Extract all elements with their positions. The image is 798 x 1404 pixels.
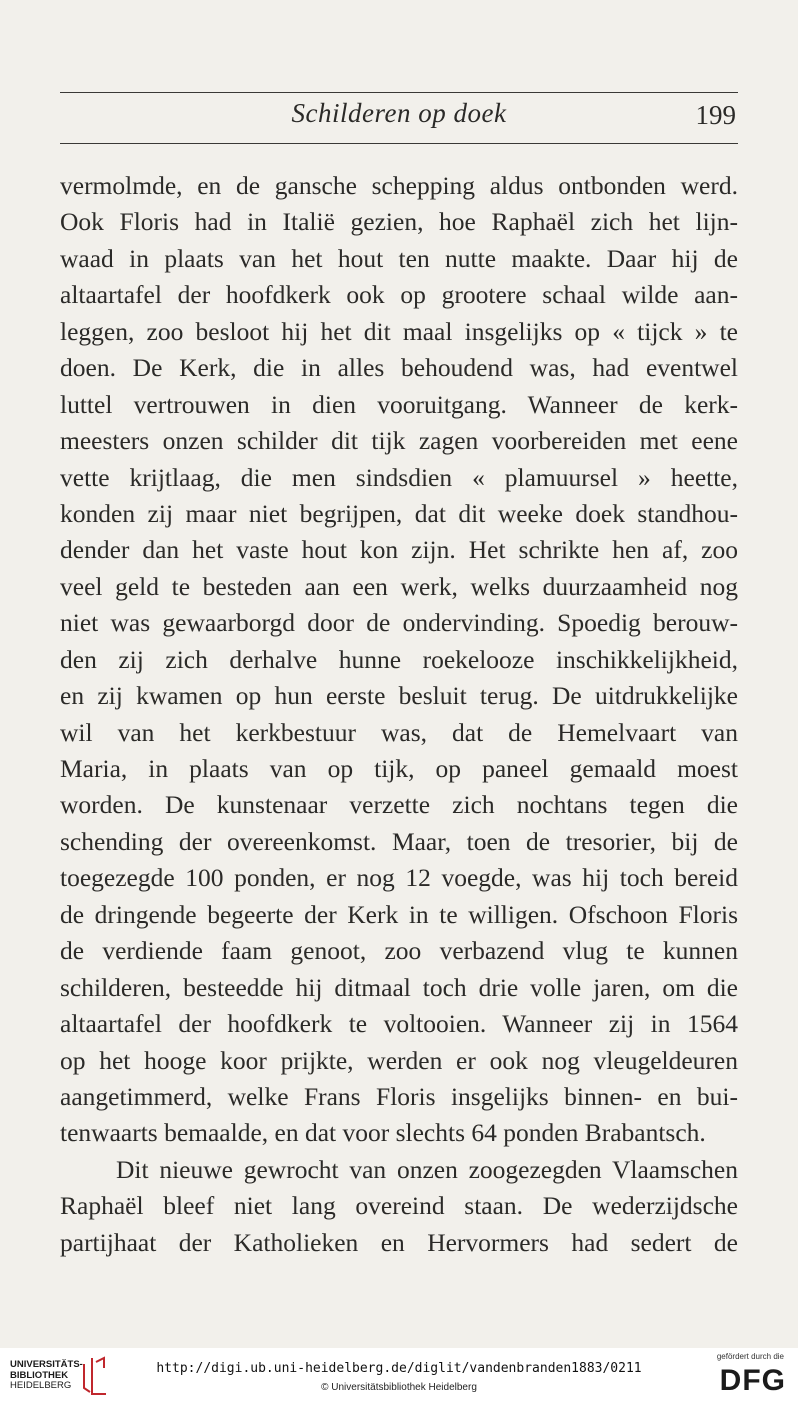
text-line: konden zij maar niet begrijpen, dat dit weeke doek standhou- <box>60 498 738 528</box>
funding-note: gefördert durch die <box>716 1352 784 1361</box>
text-line: wil van het kerkbestuur was, dat de Hemelvaart van <box>60 717 738 747</box>
text-line: altaartafel der hoofdkerk ook op grootere schaal wilde aan- <box>60 280 738 310</box>
header-top-rule <box>60 92 738 93</box>
text-line: altaartafel der hoofdkerk te voltooien. Wanneer zij in 1564 <box>60 1009 738 1039</box>
permalink-url[interactable]: http://digi.ub.uni-heidelberg.de/diglit/vandenbranden1883/0211 <box>156 1361 642 1376</box>
text-line: de verdiende faam genoot, zoo verbazend vlug te kunnen <box>60 936 738 966</box>
text-line: Raphaël bleef niet lang overeind staan. De wederzijdsche <box>60 1191 738 1221</box>
body-text <box>60 168 738 1261</box>
text-line: en zij kwamen op hun eerste besluit terug. De uitdrukkelijke <box>60 681 738 711</box>
text-line: waad in plaats van het hout ten nutte maakte. Daar hij de <box>60 243 738 273</box>
page-number: 199 <box>695 100 736 130</box>
text-line: Maria, in plaats van op tijk, op paneel gemaald moest <box>60 754 738 783</box>
text-line: doen. De Kerk, die in alles behoudend was, had eventwel <box>60 353 738 383</box>
text-line: den zij zich derhalve hunne roekelooze inschikkelijkheid, <box>60 644 738 674</box>
running-head <box>60 94 738 140</box>
text-line: schilderen, besteedde hij ditmaal toch drie volle jaren, om die <box>60 972 738 1002</box>
library-line-1: UNIVERSITÄTS- <box>10 1359 83 1370</box>
text-line: meesters onzen schilder dit tijk zagen voorbereiden met eene <box>60 426 738 456</box>
text-line: veel geld te besteden aan een werk, welks duurzaamheid nog <box>60 571 738 601</box>
text-line: niet was gewaarborgd door de ondervinding. Spoedig berouw- <box>60 608 738 638</box>
header-bottom-rule <box>60 143 738 144</box>
copyright-notice: © Universitätsbibliothek Heidelberg <box>321 1382 477 1393</box>
digitization-footer <box>0 1348 798 1404</box>
dfg-logo: DFG <box>719 1364 786 1397</box>
text-line: leggen, zoo besloot hij het dit maal insgelijks op « tijck » te <box>60 316 738 346</box>
text-line: partijhaat der Katholieken en Hervormers had sedert de <box>60 1227 738 1257</box>
text-line: aangetimmerd, welke Frans Floris insgelijks binnen- en bui- <box>60 1081 738 1111</box>
running-title: Schilderen op doek <box>291 98 507 128</box>
text-line: de dringende begeerte der Kerk in te willigen. Ofschoon Floris <box>60 899 738 929</box>
text-line: dender dan het vaste hout kon zijn. Het schrikte hen af, zoo <box>60 535 738 565</box>
text-line: toegezegde 100 ponden, er nog 12 voegde, was hij toch bereid <box>60 863 738 893</box>
text-line: vermolmde, en de gansche schepping aldus ontbonden werd. <box>60 171 738 200</box>
library-line-3: HEIDELBERG <box>10 1380 72 1391</box>
text-line: Ook Floris had in Italië gezien, hoe Raphaël zich het lijn- <box>60 207 738 237</box>
library-line-2: BIBLIOTHEK <box>10 1369 69 1381</box>
text-line: worden. De kunstenaar verzette zich nochtans tegen die <box>60 790 738 820</box>
text-line: op het hooge koor prijkte, werden er ook nog vleugeldeuren <box>60 1045 738 1075</box>
text-line: tenwaarts bemaalde, en dat voor slechts 64 ponden Brabantsch. <box>60 1118 706 1148</box>
text-line: vette krijtlaag, die men sindsdien « plamuursel » heette, <box>60 462 738 492</box>
text-line: schending der overeenkomst. Maar, toen de tresorier, bij de <box>60 826 738 856</box>
text-line: luttel vertrouwen in dien vooruitgang. Wanneer de kerk- <box>60 389 738 419</box>
text-line: Dit nieuwe gewrocht van onzen zoogezegden Vlaamschen <box>116 1154 738 1184</box>
